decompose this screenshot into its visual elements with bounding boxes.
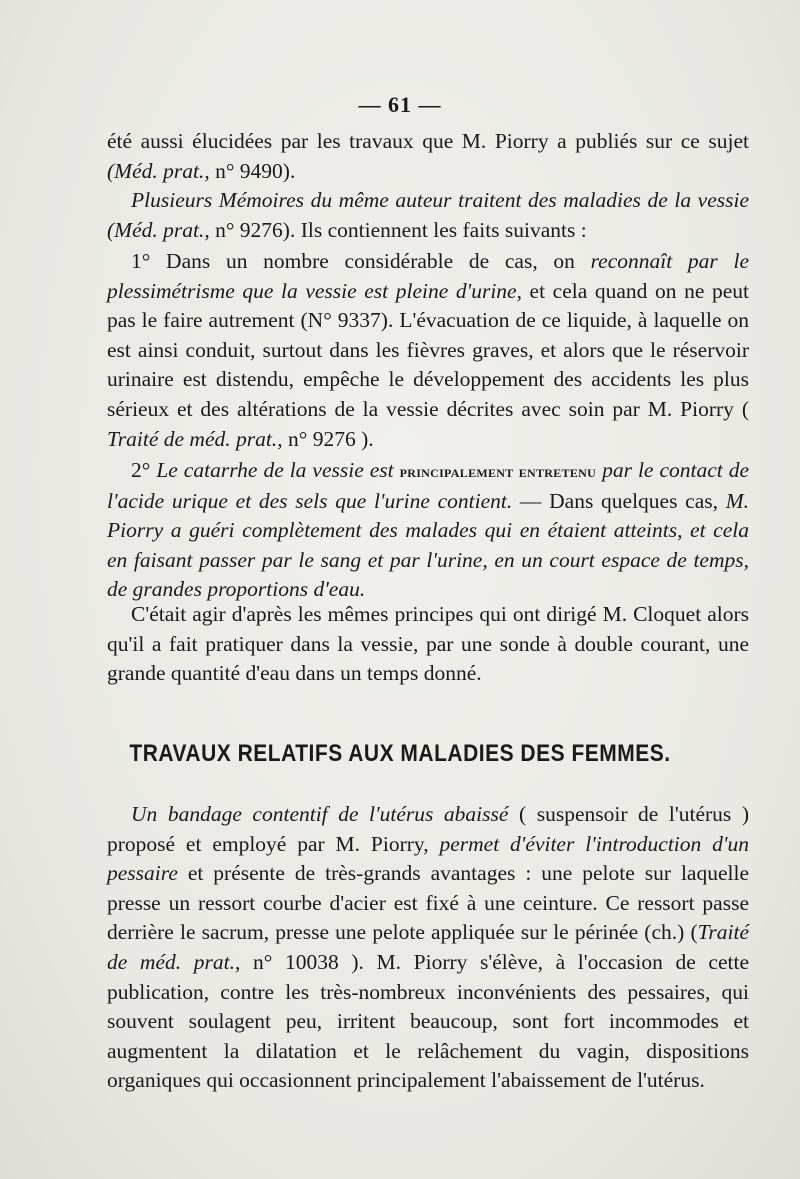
paragraph-6-italic-2: permet d'éviter l'introduction d'un pessaire — [107, 831, 749, 886]
paragraph-3-rest: , et cela quand on ne peut pas le faire autrement (N° 9337). L'évacuation de ce liquide, à laquelle on est ainsi conduit, surtout dans les fièvres graves, et alors que le réservoir urinaire est distendu, empêche le développement des accidents les plus sérieux et des altérations de la vessie décrites avec soin par M. Piorry ( — [107, 278, 749, 421]
paragraph-6-b: et présente de très-grands avantages : une pelote sur laquelle presse un ressort courbe d'acier est fixé à une ceinture. Ce ressort passe derrière le sacrum, presse une pelote appliquée sur le périnée (ch.) ( — [107, 861, 749, 945]
paragraph-6 — [107, 800, 749, 1096]
paragraph-1-text: été aussi élucidées par les travaux que M. Piorry a publiés sur ce sujet — [107, 129, 749, 153]
paragraph-2-italic: Plusieurs Mémoires du même auteur traitent des maladies de la vessie — [131, 188, 749, 212]
paragraph-4-mid: — Dans quelques cas, — [512, 488, 726, 513]
section-heading: TRAVAUX RELATIFS AUX MALADIES DES FEMMES. — [129, 740, 671, 767]
paragraph-2-end: , n° 9276). Ils contiennent les faits suivants : — [204, 217, 587, 242]
paragraph-4-italic-3: M. Piorry a guéri complètement des malades qui en étaient atteints, et cela en faisant passer par le sang et par l'urine, en un court espace de temps, de grandes proportions d'eau. — [107, 488, 749, 602]
paragraph-4-smallcaps: principalement entretenu — [399, 462, 597, 481]
paragraph-3-italic: reconnaît par le plessimétrisme que la vessie est pleine d'urine — [107, 249, 749, 303]
paragraph-6-italic-3: Traité de méd. prat. — [107, 920, 749, 974]
paragraph-3-reference: Traité de méd. prat. — [107, 426, 278, 451]
paragraph-6-italic-1: Un bandage contentif de l'utérus abaissé — [131, 802, 509, 826]
paragraph-1-reference: (Méd. prat. — [107, 158, 205, 183]
paragraph-1 — [107, 127, 749, 186]
paragraph-4-italic-1: Le catarrhe de la vessie est — [156, 458, 400, 482]
paragraph-6-a: ( suspensoir de l'utérus ) proposé et employé par M. Piorry, — [107, 802, 749, 856]
paragraph-6-c: , n° 10038 ). M. Piorry s'élève, à l'occasion de cette publication, contre les très-nombreux inconvénients des pessaires, qui souvent soulagent peu, irritent beaucoup, sont fort incommodes et augmentent la dilatation et le relâchement du vagin, dispositions organiques qui occasionnent principalement l'abaissement de l'utérus. — [107, 949, 749, 1093]
paragraph-3-start: 1° Dans un nombre considérable de cas, on — [131, 249, 591, 273]
paragraph-5 — [107, 600, 749, 689]
paragraph-2-reference: (Méd. prat. — [107, 217, 205, 242]
paragraph-4-italic-2: par le contact de l'acide urique et des sels que l'urine contient. — [107, 458, 749, 513]
paragraph-4-start: 2° — [131, 458, 157, 482]
paragraph-5-text: C'était agir d'après les mêmes principes qui ont dirigé M. Cloquet alors qu'il a fait pratiquer dans la vessie, par une sonde à double courant, une grande quantité d'eau dans un temps donné. — [107, 602, 749, 686]
paragraph-3-end: , n° 9276 ). — [277, 426, 374, 451]
page-number: — 61 — — [358, 92, 442, 117]
paragraph-3 — [107, 247, 749, 454]
paragraph-1-end: , n° 9490). — [204, 158, 296, 183]
paragraph-2 — [107, 186, 749, 245]
paragraph-4 — [107, 456, 749, 605]
